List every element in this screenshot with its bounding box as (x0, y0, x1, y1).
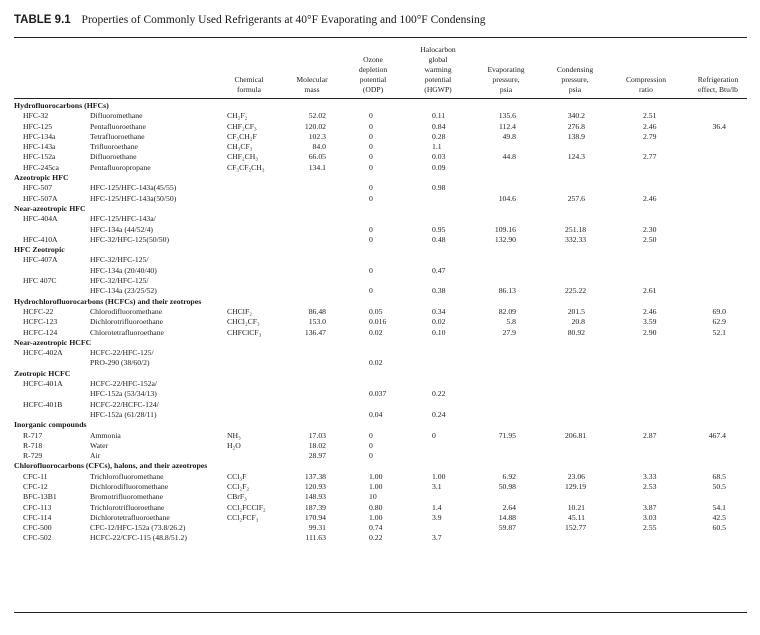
cell-evap: 5.8 (506, 317, 516, 327)
cell-hgwp: 0.28 (432, 131, 446, 141)
cell-cond: 332.33 (565, 234, 587, 244)
cell-cond: 10.21 (567, 502, 585, 512)
cell-odp: 0 (369, 131, 373, 141)
cell-cr: 2.50 (643, 234, 657, 244)
cell-odp: 1.00 (369, 481, 383, 491)
cell-name: HCFC-124 (23, 327, 58, 337)
cell-evap: 44.8 (502, 152, 516, 162)
cell-cond: 276.8 (567, 121, 585, 131)
cell-name: CFC-12 (23, 481, 48, 491)
cell-cr: 3.03 (643, 512, 657, 522)
cell-cr: 2.46 (643, 121, 657, 131)
cell-hgwp: 0.95 (432, 224, 446, 234)
cell-mass: 187.39 (304, 502, 326, 512)
cell-odp: 0 (369, 224, 373, 234)
table-row (0, 328, 760, 338)
cell-hgwp: 3.1 (432, 481, 442, 491)
cell-mass: 136.47 (304, 327, 326, 337)
cell-mass: 18.02 (308, 440, 326, 450)
cell-cr: 3.59 (643, 317, 657, 327)
cell-desc: HFC-125/HFC-143a(45/55) (90, 183, 177, 193)
cell-desc: HFC-152a (53/34/13) (90, 389, 157, 399)
cell-cond: 206.81 (565, 430, 587, 440)
section-header-row (0, 204, 760, 214)
cell-odp: 0 (369, 440, 373, 450)
cell-re: 68.5 (712, 471, 726, 481)
cell-mass: 84.0 (312, 142, 326, 152)
cell-mass: 137.38 (304, 471, 326, 481)
table-row (0, 183, 760, 193)
cell-odp: 0 (369, 142, 373, 152)
table-row (0, 286, 760, 296)
cell-odp: 0 (369, 430, 373, 440)
table-row (0, 533, 760, 543)
cell-evap: 27.9 (502, 327, 516, 337)
cell-cr: 2.79 (643, 131, 657, 141)
header-evap: Evaporating pressure, psia (487, 65, 525, 94)
cell-desc: HCFC-22/HCFC-124/ (90, 399, 159, 409)
cell-hgwp: 0.98 (432, 183, 446, 193)
cell-re: 60.5 (712, 523, 726, 533)
cell-cond: 251.18 (565, 224, 587, 234)
cell-formula: NH₃ (227, 430, 241, 440)
cell-odp: 0.02 (369, 358, 383, 368)
cell-mass: 153.0 (308, 317, 326, 327)
cell-odp: 10 (369, 492, 377, 502)
section-header-row (0, 245, 760, 255)
cell-odp: 0.016 (369, 317, 387, 327)
cell-cr: 2.53 (643, 481, 657, 491)
cell-hgwp: 0.02 (432, 317, 446, 327)
table-row (0, 194, 760, 204)
table-row (0, 472, 760, 482)
cell-cr: 2.77 (643, 152, 657, 162)
cell-cond: 129.19 (565, 481, 587, 491)
cell-evap: 2.64 (502, 502, 516, 512)
cell-desc: Pentafluoropropane (90, 162, 151, 172)
cell-cr: 2.46 (643, 306, 657, 316)
cell-hgwp: 0.48 (432, 234, 446, 244)
table-row (0, 513, 760, 523)
cell-name: HFC-245ca (23, 162, 59, 172)
cell-cond: 340.2 (567, 111, 585, 121)
table-caption (14, 14, 486, 26)
cell-evap: 50.98 (498, 481, 516, 491)
cell-name: CFC-11 (23, 471, 48, 481)
header-odp: Ozone depletion potential (ODP) (358, 55, 388, 94)
cell-evap: 59.87 (498, 523, 516, 533)
cell-desc: Difluoromethane (90, 111, 143, 121)
cell-desc: Ammonia (90, 430, 121, 440)
cell-name: HFC-410A (23, 234, 58, 244)
section-title: Chlorofluorocarbons (CFCs), halons, and their azeotropes (14, 461, 208, 471)
cell-hgwp: 0.47 (432, 265, 446, 275)
table-number: TABLE 9.1 (14, 14, 71, 26)
cell-odp: 0 (369, 265, 373, 275)
cell-name: HFC-125 (23, 121, 53, 131)
cell-cr: 2.30 (643, 224, 657, 234)
table-row (0, 379, 760, 389)
cell-name: HFC-143a (23, 142, 56, 152)
cell-evap: 14.88 (498, 512, 516, 522)
cell-desc: HCFC-22/CFC-115 (48.8/51.2) (90, 533, 187, 543)
cell-cond: 257.6 (567, 193, 585, 203)
cell-odp: 0.037 (369, 389, 387, 399)
cell-formula: CF₃CF₂CH₃ (227, 162, 265, 172)
cell-odp: 0 (369, 286, 373, 296)
cell-name: HFC-507A (23, 193, 58, 203)
cell-desc: Water (90, 440, 109, 450)
cell-desc: HFC-134a (44/52/4) (90, 224, 153, 234)
cell-evap: 82.09 (498, 306, 516, 316)
cell-formula: CF₃CH₂F (227, 131, 257, 141)
cell-name: HFC-152a (23, 152, 56, 162)
bottom-rule (14, 612, 747, 613)
cell-name: CFC-502 (23, 533, 52, 543)
cell-mass: 28.97 (308, 451, 326, 461)
table-row (0, 410, 760, 420)
table-row (0, 152, 760, 162)
cell-hgwp: 3.9 (432, 512, 442, 522)
cell-re: 52.1 (712, 327, 726, 337)
table-row (0, 317, 760, 327)
cell-formula: CBrF₃ (227, 492, 247, 502)
cell-re: 36.4 (712, 121, 726, 131)
cell-mass: 170.94 (304, 512, 326, 522)
cell-desc: Pentafluoroethane (90, 121, 146, 131)
cell-mass: 52.02 (308, 111, 326, 121)
cell-cr: 2.55 (643, 523, 657, 533)
cell-desc: Tetrafluoroethane (90, 131, 145, 141)
cell-odp: 0 (369, 193, 373, 203)
cell-desc: Dichlorodifluoromethane (90, 481, 169, 491)
section-title: Near-azeotropic HCFC (14, 337, 92, 347)
cell-desc: Chlorodifluoromethane (90, 306, 163, 316)
table-row (0, 503, 760, 513)
cell-odp: 0 (369, 234, 373, 244)
cell-odp: 1.00 (369, 471, 383, 481)
cell-hgwp: 0.84 (432, 121, 446, 131)
cell-hgwp: 0.22 (432, 389, 446, 399)
table-row (0, 142, 760, 152)
cell-cond: 20.8 (571, 317, 585, 327)
table-row (0, 255, 760, 265)
cell-desc: CFC-12/HFC-152a (73.8/26.2) (90, 523, 186, 533)
cell-evap: 104.6 (498, 193, 516, 203)
cell-hgwp: 1.00 (432, 471, 446, 481)
cell-formula: H₂O (227, 440, 241, 450)
cell-name: HFC-507 (23, 183, 53, 193)
cell-name: HFC-32 (23, 111, 49, 121)
table-row (0, 266, 760, 276)
cell-odp: 0 (369, 111, 373, 121)
cell-mass: 99.31 (308, 523, 326, 533)
cell-re: 62.9 (712, 317, 726, 327)
cell-cr: 2.87 (643, 430, 657, 440)
cell-hgwp: 0.38 (432, 286, 446, 296)
cell-mass: 111.63 (305, 533, 326, 543)
cell-evap: 132.90 (494, 234, 516, 244)
table-row (0, 132, 760, 142)
cell-mass: 134.1 (308, 162, 326, 172)
cell-name: R-717 (23, 430, 43, 440)
cell-evap: 86.13 (498, 286, 516, 296)
cell-formula: CHCl₂CF₃ (227, 317, 260, 327)
cell-odp: 0 (369, 152, 373, 162)
cell-evap: 71.95 (498, 430, 516, 440)
cell-name: HCFC-22 (23, 306, 54, 316)
cell-hgwp: 3.7 (432, 533, 442, 543)
table-body (0, 101, 760, 544)
cell-re: 50.5 (712, 481, 726, 491)
cell-cr: 2.46 (643, 193, 657, 203)
cell-cond: 152.77 (565, 523, 587, 533)
cell-desc: Bromotrifluoromethane (90, 492, 164, 502)
cell-cr: 2.90 (643, 327, 657, 337)
cell-odp: 0 (369, 121, 373, 131)
section-title: Zeotropic HCFC (14, 368, 71, 378)
section-title: Hydrofluorocarbons (HFCs) (14, 101, 109, 110)
cell-cond: 80.92 (567, 327, 585, 337)
cell-mass: 66.05 (308, 152, 326, 162)
cell-cond: 225.22 (565, 286, 587, 296)
cell-name: HFC 407C (23, 276, 57, 286)
cell-desc: PRO-290 (38/60/2) (90, 358, 150, 368)
cell-name: BFC-13B1 (23, 492, 57, 502)
cell-desc: Trichlorotrifluoroethane (90, 502, 165, 512)
cell-desc: HFC-32/HFC-125(50/50) (90, 234, 170, 244)
section-title: Hydrochlorofluorocarbons (HCFCs) and their zeotropes (14, 296, 202, 306)
cell-desc: HFC-125/HFC-143a/ (90, 214, 156, 224)
cell-hgwp: 0 (432, 430, 436, 440)
table-row (0, 307, 760, 317)
cell-formula: CCl₂FCF₃ (227, 512, 259, 522)
header-mass: Molecular mass (296, 75, 328, 94)
cell-name: HCFC-401A (23, 379, 63, 389)
cell-formula: CCl₂F₂ (227, 481, 250, 491)
cell-cr: 3.33 (643, 471, 657, 481)
cell-odp: 0.05 (369, 306, 383, 316)
section-title: Near-azeotropic HFC (14, 203, 86, 213)
cell-cr: 2.61 (643, 286, 657, 296)
cell-mass: 120.93 (304, 481, 326, 491)
cell-evap: 135.6 (498, 111, 516, 121)
cell-name: HCFC-401B (23, 399, 63, 409)
table-row (0, 492, 760, 502)
cell-hgwp: 0.09 (432, 162, 446, 172)
table-row (0, 441, 760, 451)
cell-odp: 0.22 (369, 533, 383, 543)
table-row (0, 163, 760, 173)
cell-name: R-718 (23, 440, 43, 450)
table-row (0, 225, 760, 235)
cell-mass: 17.03 (308, 430, 326, 440)
cell-desc: HFC-134a (20/40/40) (90, 265, 157, 275)
cell-formula: CHFClCF₃ (227, 327, 262, 337)
cell-odp: 0.02 (369, 327, 383, 337)
cell-desc: HCFC-22/HFC-152a/ (90, 379, 158, 389)
cell-odp: 0 (369, 451, 373, 461)
cell-odp: 0.74 (369, 523, 383, 533)
cell-hgwp: 1.1 (432, 142, 442, 152)
cell-name: CFC-500 (23, 523, 52, 533)
section-header-row (0, 420, 760, 430)
cell-formula: CHF₂CF₃ (227, 121, 257, 131)
cell-re: 467.4 (708, 430, 726, 440)
cell-odp: 1.00 (369, 512, 383, 522)
top-rule (14, 37, 747, 38)
cell-cond: 45.11 (567, 512, 585, 522)
header-hgwp: Halocarbon global warming potential (HGWP) (420, 45, 456, 94)
cell-cond: 201.5 (567, 306, 585, 316)
table-row (0, 111, 760, 121)
section-header-row (0, 101, 760, 111)
cell-name: HCFC-123 (23, 317, 58, 327)
cell-hgwp: 0.10 (432, 327, 446, 337)
cell-desc: Trichlorofluoromethane (90, 471, 164, 481)
cell-re: 69.0 (712, 306, 726, 316)
table-row (0, 389, 760, 399)
cell-cond: 124.3 (567, 152, 585, 162)
header-cond: Condensing pressure, psia (556, 65, 594, 94)
header-cr: Compression ratio (625, 75, 667, 94)
cell-evap: 6.92 (502, 471, 516, 481)
table-title: Properties of Commonly Used Refrigerants at 40°F Evaporating and 100°F Condensing (81, 14, 486, 26)
cell-desc: HFC-152a (61/28/11) (90, 409, 157, 419)
section-header-row (0, 461, 760, 471)
cell-formula: CHF₂CH₃ (227, 152, 258, 162)
cell-hgwp: 0.24 (432, 409, 446, 419)
cell-hgwp: 1.4 (432, 502, 442, 512)
cell-name: HFC-407A (23, 255, 58, 265)
table-row (0, 523, 760, 533)
section-header-row (0, 338, 760, 348)
table-row (0, 348, 760, 358)
cell-cond: 138.9 (567, 131, 585, 141)
cell-cond: 23.06 (567, 471, 585, 481)
cell-mass: 86.48 (308, 306, 326, 316)
section-title: Azeotropic HFC (14, 173, 69, 183)
cell-re: 54.1 (712, 502, 726, 512)
cell-desc: Difluoroethane (90, 152, 137, 162)
cell-name: HFC-134a (23, 131, 56, 141)
cell-hgwp: 0.11 (432, 111, 446, 121)
cell-mass: 102.3 (308, 131, 326, 141)
cell-desc: Air (90, 451, 101, 461)
cell-desc: HFC-134a (23/25/52) (90, 286, 157, 296)
table-row (0, 358, 760, 368)
table-row (0, 214, 760, 224)
cell-odp: 0.04 (369, 409, 383, 419)
header-re: Refrigeration effect, Btu/lb (697, 75, 739, 94)
cell-desc: Dichlorotetrafluoroethane (90, 512, 170, 522)
cell-odp: 0 (369, 162, 373, 172)
cell-desc: HCFC-22/HFC-125/ (90, 348, 154, 358)
cell-name: R-729 (23, 451, 43, 461)
cell-evap: 49.8 (502, 131, 516, 141)
cell-odp: 0.80 (369, 502, 383, 512)
cell-hgwp: 0.34 (432, 306, 446, 316)
cell-desc: HFC-32/HFC-125/ (90, 255, 149, 265)
cell-name: HCFC-402A (23, 348, 63, 358)
cell-evap: 112.4 (498, 121, 516, 131)
table-row (0, 235, 760, 245)
cell-hgwp: 0.03 (432, 152, 446, 162)
section-header-row (0, 297, 760, 307)
header-formula: Chemical formula (234, 75, 264, 94)
cell-name: HFC-404A (23, 214, 58, 224)
cell-desc: Dichlorotrifluoroethane (90, 317, 164, 327)
table-row (0, 451, 760, 461)
cell-evap: 109.16 (494, 224, 516, 234)
table-row (0, 276, 760, 286)
cell-desc: HFC-125/HFC-143a(50/50) (90, 193, 177, 203)
header-rule (14, 98, 747, 99)
cell-desc: Chlorotetrafluoroethane (90, 327, 164, 337)
cell-formula: CCl₃F (227, 471, 247, 481)
table-row (0, 400, 760, 410)
cell-odp: 0 (369, 183, 373, 193)
section-header-row (0, 369, 760, 379)
table-row (0, 122, 760, 132)
table-row (0, 482, 760, 492)
cell-cr: 2.51 (643, 111, 657, 121)
cell-formula: CH₂F₂ (227, 111, 248, 121)
cell-mass: 148.93 (304, 492, 326, 502)
table-row (0, 431, 760, 441)
cell-name: CFC-113 (23, 502, 52, 512)
cell-formula: CHClF₂ (227, 306, 252, 316)
cell-desc: HFC-32/HFC-125/ (90, 276, 149, 286)
cell-mass: 120.02 (304, 121, 326, 131)
cell-cr: 3.87 (643, 502, 657, 512)
cell-formula: CCl₂FCClF₂ (227, 502, 266, 512)
cell-desc: Trifluoroethane (90, 142, 138, 152)
cell-name: CFC-114 (23, 512, 52, 522)
cell-formula: CH₃CF₃ (227, 142, 253, 152)
cell-re: 42.5 (712, 512, 726, 522)
section-title: Inorganic compounds (14, 420, 87, 430)
section-header-row (0, 173, 760, 183)
section-title: HFC Zeotropic (14, 245, 65, 255)
